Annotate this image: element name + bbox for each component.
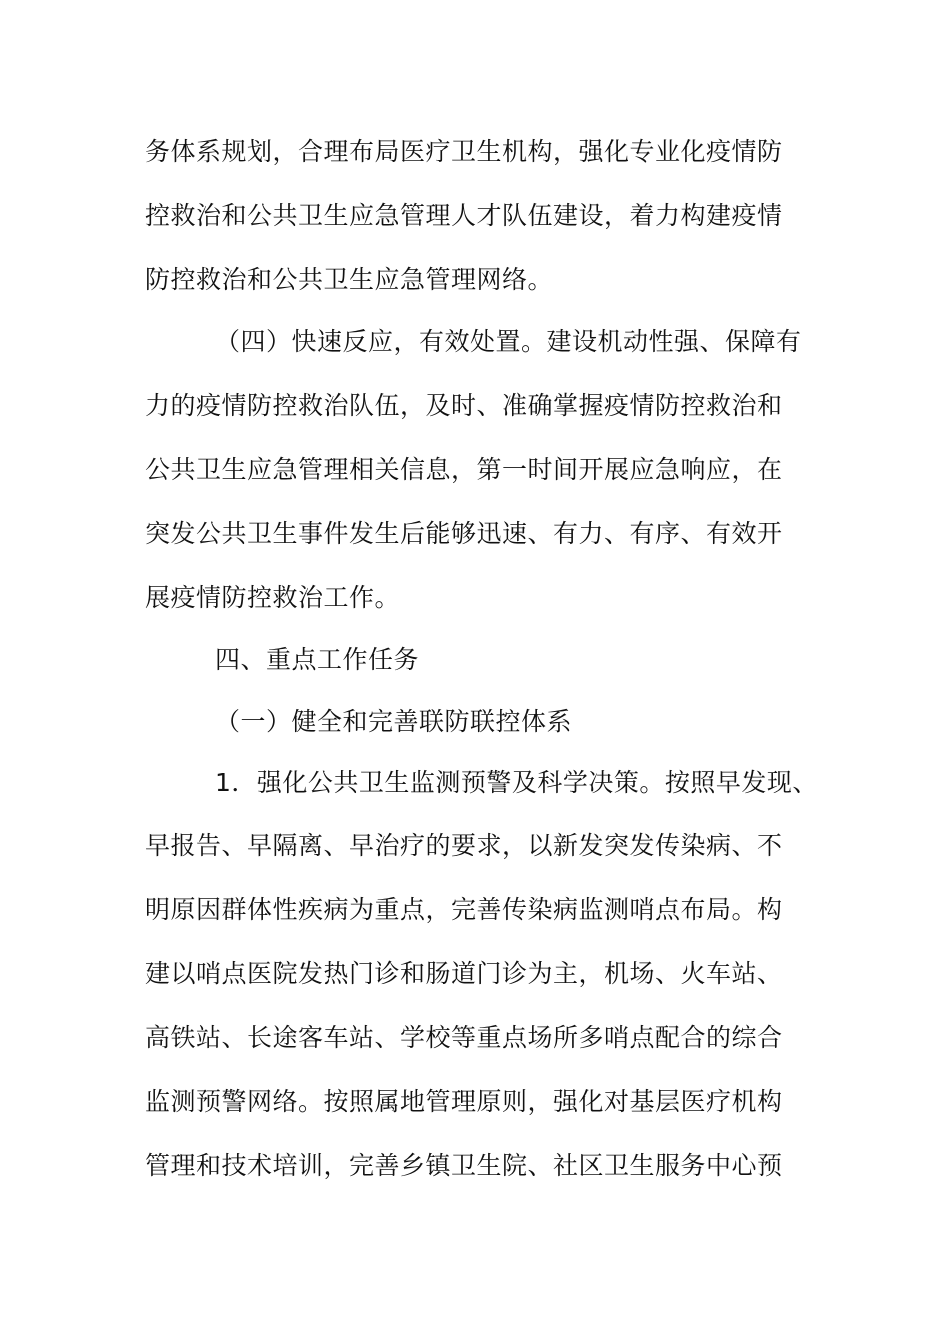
text-line: 突发公共卫生事件发生后能够迅速、有力、有序、有效开 bbox=[145, 519, 783, 548]
text-line: 防控救治和公共卫生应急管理网络。 bbox=[145, 265, 554, 294]
text-line: 建以哨点医院发热门诊和肠道门诊为主，机场、火车站、 bbox=[145, 959, 783, 988]
text-line: 早报告、早隔离、早治疗的要求，以新发突发传染病、不 bbox=[145, 831, 783, 860]
text-line: 明原因群体性疾病为重点，完善传染病监测哨点布局。构 bbox=[145, 895, 783, 924]
section-heading: 四、重点工作任务 bbox=[215, 645, 420, 674]
paragraph-heading: （四）快速反应，有效处置。建设机动性强、保障有 bbox=[215, 327, 802, 356]
text-line: 公共卫生应急管理相关信息，第一时间开展应急响应，在 bbox=[145, 455, 783, 484]
text-line: 高铁站、长途客车站、学校等重点场所多哨点配合的综合 bbox=[145, 1023, 783, 1052]
text-line: 力的疫情防控救治队伍，及时、准确掌握疫情防控救治和 bbox=[145, 391, 783, 420]
text-line: 展疫情防控救治工作。 bbox=[145, 583, 401, 612]
text-line: 监测预警网络。按照属地管理原则，强化对基层医疗机构 bbox=[145, 1087, 783, 1116]
text-line: 务体系规划，合理布局医疗卫生机构，强化专业化疫情防 bbox=[145, 137, 783, 166]
text-line: 管理和技术培训，完善乡镇卫生院、社区卫生服务中心预 bbox=[145, 1151, 783, 1180]
text-line: 控救治和公共卫生应急管理人才队伍建设，着力构建疫情 bbox=[145, 201, 783, 230]
subsection-heading: （一）健全和完善联防联控体系 bbox=[215, 707, 573, 736]
paragraph-heading: 1．强化公共卫生监测预警及科学决策。按照早发现、 bbox=[215, 768, 818, 797]
